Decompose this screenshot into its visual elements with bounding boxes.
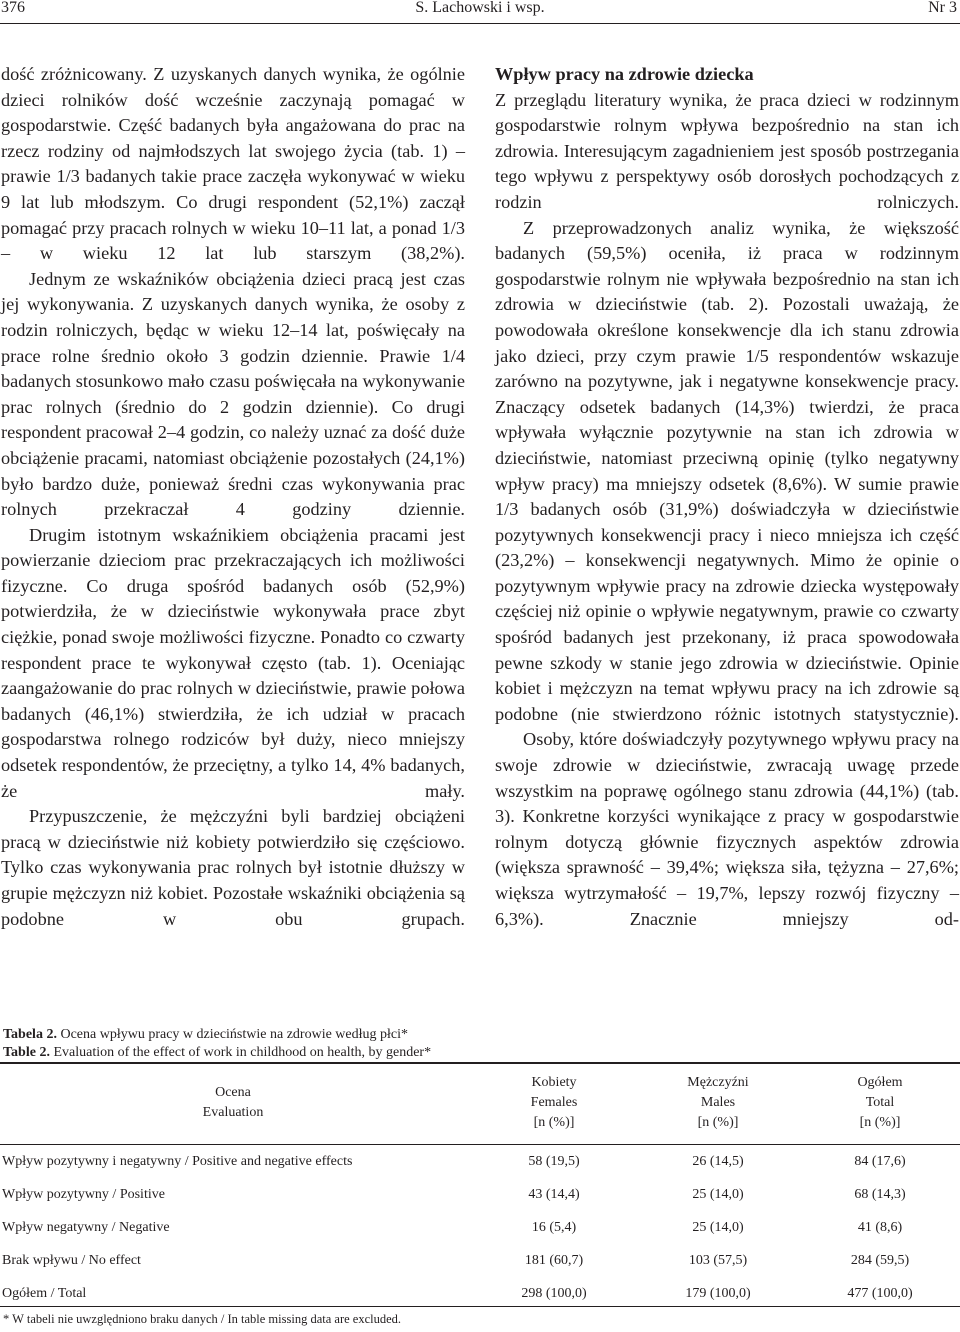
row-label: Wpływ pozytywny / Positive [2, 1186, 165, 1202]
caption-label-pl: Tabela 2. [3, 1027, 57, 1042]
males-value: 26 (14,5) [692, 1153, 744, 1169]
males-value: 103 (57,5) [688, 1252, 748, 1268]
page-number: 376 [1, 0, 25, 16]
row-label: Ogółem / Total [2, 1285, 87, 1301]
males-value: 25 (14,0) [692, 1219, 744, 1235]
females-value: 58 (19,5) [528, 1153, 580, 1169]
caption-label-en: Table 2. [3, 1045, 50, 1060]
caption-text-en: Evaluation of the effect of work in childhood on health, by gender* [53, 1045, 432, 1060]
row-label: Brak wpływu / No effect [2, 1252, 141, 1268]
paragraph: dość zróżnicowany. Z uzyskanych danych wynika, że ogólnie dzieci rolników dość wcześnie zaczynają pomagać w gospodarstwie. Część badanych była angażowana do prac na rzecz rodziny od najmłodszych lat swojego życia (tab. 1) – prawie 1/3 badanych takie prace zaczęła wykonywać w wieku 9 lat lub młodszym. Co drugi respondent (52,1%) zaczął pomagać przy pracach rolnych w wieku 10–11 lat, a ponad 1/3 – w wieku 12 lat lub starszym (38,2%). [1, 64, 465, 264]
header-males: Mężczyźni Males [n (%)] [687, 1075, 749, 1130]
females-value: 16 (5,4) [531, 1219, 577, 1235]
table-caption [3, 1026, 431, 1062]
paragraph: Drugim istotnym wskaźnikiem obciążenia pracami jest powierzanie dzieciom prac przekraczających ich możliwości fizyczne. Co druga spośród badanych osób (52,9%) potwierdziła, że w dzieciństwie wykonywała prace zbyt ciężkie, ponad swoje możliwości fizyczne. Ponadto co czwarty respondent prace te wykonywał często (tab. 1). Oceniając zaangażowanie do prac rolnych w dzieciństwie, prawie połowa badanych (46,1%) stwierdziła, że ich udział w pracach gospodarstwa rolnego rodziców był duży, nieco mniejszy odsetek respondentów, że przeciętny, a tylko 14, 4% badanych, że mały. [1, 524, 465, 801]
running-title: S. Lachowski i wsp. [415, 0, 545, 16]
table-row [0, 1145, 960, 1179]
total-value: 284 (59,5) [850, 1252, 910, 1268]
females-value: 43 (14,4) [528, 1186, 580, 1202]
row-label: Wpływ pozytywny i negatywny / Positive and negative effects [2, 1153, 353, 1169]
table-header-row [0, 1062, 960, 1145]
header-evaluation: Ocena Evaluation [202, 1085, 264, 1120]
header-females: Kobiety Females [n (%)] [530, 1075, 578, 1130]
results-table [0, 1062, 960, 1310]
paragraph: Z przeprowadzonych analiz wynika, że większość badanych (59,5%) oceniła, iż praca w rodzinnym gospodarstwie rolnym nie wpływała bezpośrednio na stan ich zdrowia w dzieciństwie (tab. 2). Pozostali uważają, że powodowała określone konsekwencje dla ich stanu zdrowia jako dzieci, przy czym prawie 1/5 respondentów wskazuje zarówno na pozytywne, jak i negatywne konsekwencje pracy. Znaczący odsetek badanych (14,3%) twierdzi, że praca wpływała wyłącznie pozytywnie na stan ich zdrowia w dzieciństwie, natomiast przeciwną opinię (tylko negatywny wpływ pracy) ma mniejszy odsetek (8,6%). W sumie prawie 1/3 badanych osób (31,9%) doświadczyła w dzieciństwie pozytywnych konsekwencji pracy i nieco mniejsza ich część (23,2%) – konsekwencji negatywnych. Mimo że opinie o pozytywnym wpływie pracy na zdrowie dziecka występowały częściej niż opinie o wpływie negatywnym, prawie co czwarty spośród badanych jest przekonany, iż praca spowodowała pewne szkody w stanie jego zdrowia w dzieciństwie. Opinie kobiet i mężczyzn na temat wpływu pracy na ich zdrowie są podobne (nie stwierdzono różnic istotnych statystycznie). [495, 217, 959, 724]
header-total: Ogółem Total [n (%)] [857, 1075, 903, 1130]
row-label: Wpływ negatywny / Negative [2, 1219, 170, 1235]
table-bottom-rule [0, 1306, 960, 1307]
females-value: 298 (100,0) [521, 1285, 587, 1301]
issue-number: Nr 3 [928, 0, 957, 16]
table-row [0, 1211, 960, 1244]
paragraph: Osoby, które doświadczyły pozytywnego wpływu pracy na swoje zdrowie w dzieciństwie, zwracają uwagę przede wszystkim na poprawę ogólnego stanu zdrowia (44,1%) (tab. 3). Konkretne korzyści wynikające z pracy w gospodarstwie rolnym dotyczą głównie fizycznych aspektów zdrowia (większa sprawność – 39,4%; większa siła, tężyzna – 27,6%; większa wytrzymałość – 19,7%, lepszy rozwój fizyczny – 6,3%). Znacznie mniejszy od- [495, 729, 959, 929]
page-header [0, 0, 960, 22]
right-column [495, 62, 959, 932]
paragraph: Z przeglądu literatury wynika, że praca dzieci w rodzinnym gospodarstwie rolnym wpływa bezpośrednio na stan ich zdrowia. Interesującym zagadnieniem jest sposób postrzegania tego wpływu z perspektywy osób dorosłych pochodzących z rodzin rolniczych. [495, 89, 959, 212]
table-footnote: * W tabeli nie uwzględniono braku danych / In table missing data are excluded. [3, 1312, 402, 1326]
left-column [1, 62, 465, 932]
paragraph: Przypuszczenie, że mężczyźni byli bardziej obciążeni pracą w dzieciństwie niż kobiety potwierdziło się częściowo. Tylko czas wykonywania prac rolnych był istotnie dłuższy w grupie mężczyzn niż kobiet. Pozostałe wskaźniki obciążenia są podobne w obu grupach. [1, 806, 465, 929]
paragraph: Jednym ze wskaźników obciążenia dzieci pracą jest czas jej wykonywania. Z uzyskanych danych wynika, że osoby z rodzin rolniczych, będąc w wieku 12–14 lat, poświęcały na prace rolne średnio około 3 godzin dziennie. Prawie 1/4 badanych stosunkowo mało czasu poświęcała na wykonywanie prac rolnych (średnio do 2 godzin dziennie). Co drugi respondent pracował 2–4 godzin, co należy uznać za dość duże obciążenie pracami, natomiast obciążenie pozostałych (24,1%) było bardzo duże, ponieważ średni czas wykonywania prac rolnych przekraczał 4 godziny dziennie. [1, 268, 465, 520]
total-value: 41 (8,6) [857, 1219, 903, 1235]
total-value: 477 (100,0) [847, 1285, 913, 1301]
total-value: 84 (17,6) [854, 1153, 906, 1169]
females-value: 181 (60,7) [524, 1252, 584, 1268]
table-row [0, 1244, 960, 1277]
total-value: 68 (14,3) [854, 1186, 906, 1202]
males-value: 179 (100,0) [685, 1285, 751, 1301]
caption-text-pl: Ocena wpływu pracy w dzieciństwie na zdrowie według płci* [60, 1027, 408, 1042]
section-heading: Wpływ pracy na zdrowie dziecka [495, 64, 754, 84]
table-row [0, 1178, 960, 1211]
header-rule [0, 23, 960, 24]
males-value: 25 (14,0) [692, 1186, 744, 1202]
